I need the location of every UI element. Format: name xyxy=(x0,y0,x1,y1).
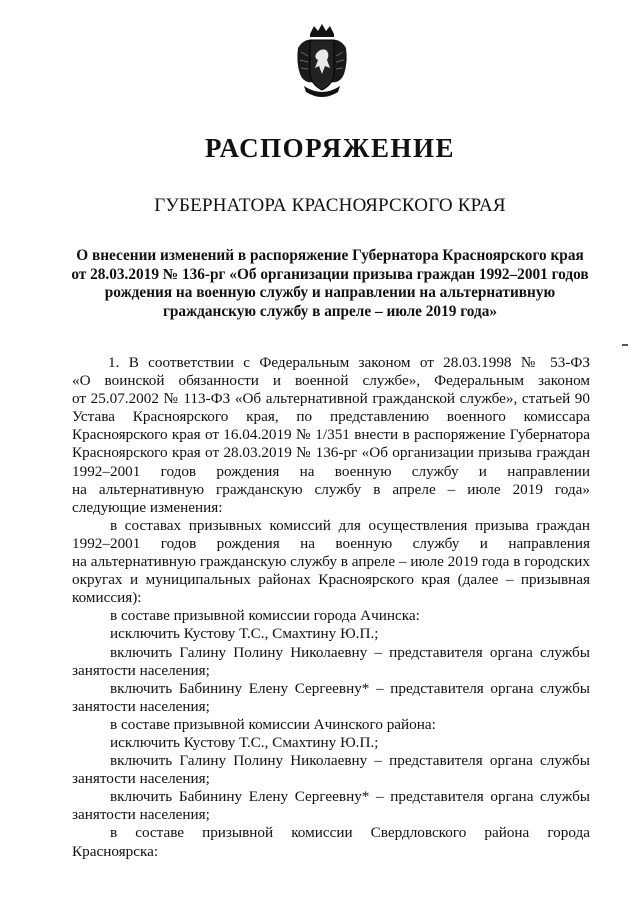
body-line: «О воинской обязанности и военной службе», Федеральным законом xyxy=(72,372,590,390)
body-line: включить Бабинину Елену Сергеевну* – представителя органа службы xyxy=(110,679,590,697)
body-line: от 25.07.2002 № 113-ФЗ «Об альтернативной гражданской службе», статьей 90 xyxy=(72,390,590,408)
body-line: в составе призывной комиссии Ачинского района: xyxy=(110,715,436,733)
body-line: включить Галину Полину Николаевну – представителя органа службы xyxy=(110,752,590,770)
subject-line: рождения на военную службу и направлении на альтернативную xyxy=(104,284,556,301)
body-line: округах и муниципальных районах Красноярского края (далее – призывная xyxy=(72,571,590,589)
body-line: следующие изменения: xyxy=(72,498,223,516)
body-line: исключить Кустову Т.С., Смахтину Ю.П.; xyxy=(110,625,379,643)
body-line: на альтернативную гражданскую службу в апреле – июле 2019 года» xyxy=(72,480,590,498)
document-subject xyxy=(60,247,600,321)
body-line: включить Галину Полину Николаевну – представителя органа службы xyxy=(110,643,590,661)
body-line: Красноярского края от 16.04.2019 № 1/351 внести в распоряжение Губернатора xyxy=(72,426,590,444)
body-line: занятости населения; xyxy=(72,697,210,715)
body-line: на альтернативную гражданскую службу в апреле – июле 2019 года в городских xyxy=(72,553,590,571)
document-body xyxy=(72,354,590,861)
body-line: занятости населения; xyxy=(72,770,210,788)
body-line: в составе призывной комиссии города Ачинска: xyxy=(110,607,420,625)
subject-line: гражданскую службу в апреле – июле 2019 года» xyxy=(162,302,498,320)
document-type-heading: РАСПОРЯЖЕНИЕ xyxy=(204,133,456,163)
body-line: Красноярского края от 28.03.2019 № 136-рг «Об организации призыва граждан xyxy=(72,444,590,462)
body-line: 1. В соответствии с Федеральным законом от 28.03.1998 № 53-ФЗ xyxy=(108,354,590,371)
margin-mark xyxy=(622,344,628,346)
body-line: Устава Красноярского края, по представлению военного комиссара xyxy=(72,408,590,426)
subject-line: от 28.03.2019 № 136-рг «Об организации призыва граждан 1992–2001 годов xyxy=(71,265,589,283)
body-line: в составах призывных комиссий для осуществления призыва граждан xyxy=(110,516,590,534)
body-line: 1992–2001 годов рождения на военную службу и направления xyxy=(72,534,590,552)
krasnoyarsk-coat-of-arms-icon xyxy=(294,22,350,100)
body-line: Красноярска: xyxy=(72,842,159,860)
body-line: в составе призывной комиссии Свердловского района города xyxy=(110,824,590,842)
body-line: занятости населения; xyxy=(72,661,210,679)
subject-line: О внесении изменений в распоряжение Губернатора Красноярского края xyxy=(76,247,584,264)
body-line: 1992–2001 годов рождения на военную службу и направлении xyxy=(72,462,590,480)
body-line: комиссия): xyxy=(72,589,142,607)
body-line: занятости населения; xyxy=(72,806,210,824)
body-line: исключить Кустову Т.С., Смахтину Ю.П.; xyxy=(110,733,379,751)
body-line: включить Бабинину Елену Сергеевну* – представителя органа службы xyxy=(110,788,590,806)
issuer-heading: ГУБЕРНАТОРА КРАСНОЯРСКОГО КРАЯ xyxy=(154,195,506,216)
